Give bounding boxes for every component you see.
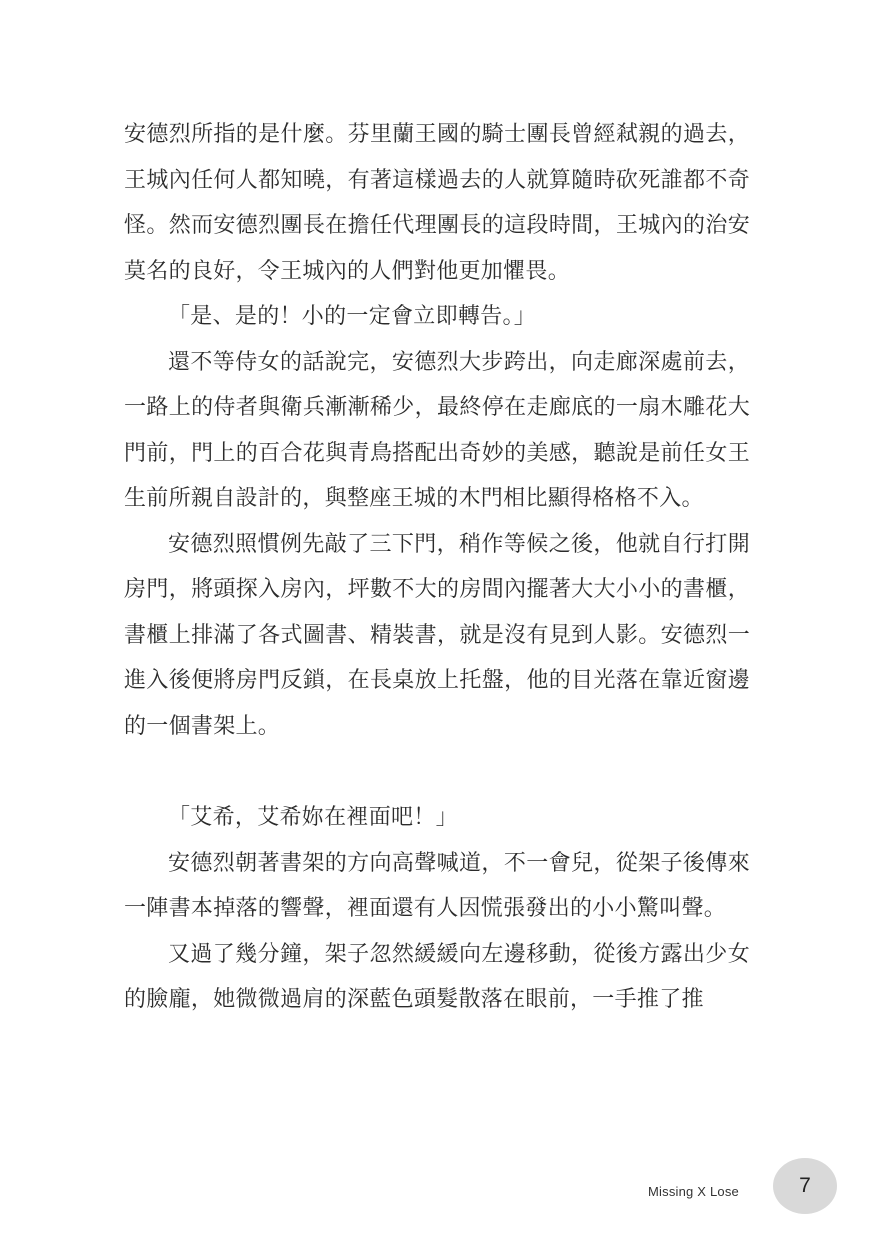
paragraph-1: 安德烈所指的是什麼。芬里蘭王國的騎士團長曾經弒親的過去，王城內任何人都知曉，有著這樣過去的人就算隨時砍死誰都不奇怪。然而安德烈團長在擔任代理團長的這段時間，王城內的治安莫名的良好，令王城內的人們對他更加懼畏。 [124, 122, 750, 284]
scene-break [124, 749, 750, 795]
paragraph-7: 又過了幾分鐘，架子忽然緩緩向左邊移動，從後方露出少女的臉龐，她微微過肩的深藍色頭髮散落在眼前，一手推了推 [124, 941, 750, 1012]
paragraph-2: 「是、是的！小的一定會立即轉告。」 [168, 304, 537, 329]
paragraph-5: 「艾希，艾希妳在裡面吧！」 [168, 805, 458, 830]
page-number: 7 [799, 1174, 811, 1197]
page-body [124, 112, 750, 1023]
paragraph-3: 還不等侍女的話說完，安德烈大步跨出，向走廊深處前去，一路上的侍者與衛兵漸漸稀少，最終停在走廊底的一扇木雕花大門前，門上的百合花與青鳥搭配出奇妙的美感，聽說是前任女王生前所親自設計的，與整座王城的木門相比顯得格格不入。 [124, 349, 750, 511]
paragraph-6: 安德烈朝著書架的方向高聲喊道，不一會兒，從架子後傳來一陣書本掉落的響聲，裡面還有人因慌張發出的小小驚叫聲。 [124, 850, 750, 921]
footer-book-title: Missing X Lose [648, 1184, 739, 1199]
paragraph-4: 安德烈照慣例先敲了三下門，稍作等候之後，他就自行打開房門，將頭探入房內，坪數不大的房間內擺著大大小小的書櫃，書櫃上排滿了各式圖書、精裝書，就是沒有見到人影。安德烈一進入後便將房門反鎖，在長桌放上托盤，他的目光落在靠近窗邊的一個書架上。 [124, 531, 750, 739]
page-number-badge [773, 1158, 837, 1214]
